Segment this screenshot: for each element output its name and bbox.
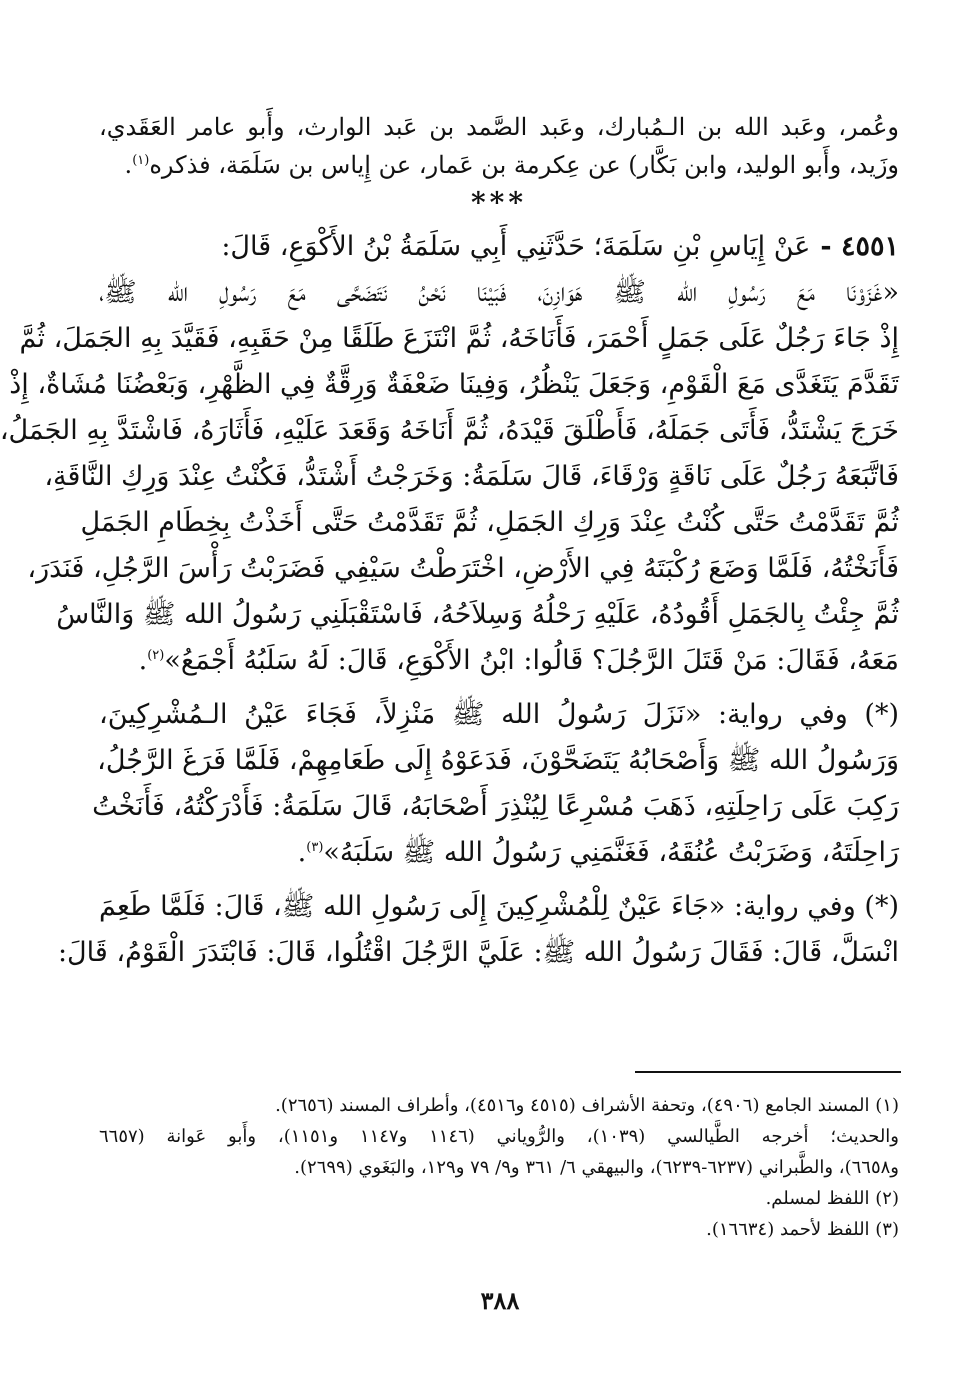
hadith-line: خَرَجَ يَشْتَدُّ، فَأَتَى جَمَلَهُ، فَأَطْلَقَ قَيْدَهُ، ثُمَّ أَنَاخَهُ وَقَعَدَ عَلَيْهِ، فَأَثَارَهُ، فَاشْتَدَّ بِهِ الجَمَلُ، [0,415,899,446]
footnote-2: (٢) اللفظ لمسلم. [765,1188,899,1209]
hadith-line: فَأَنَخْتُهُ، فَلَمَّا وَضَعَ رُكْبَتَهُ فِي الأَرْضِ، اخْتَرَطْتُ سَيْفِي فَضَرَبْتُ رَأْسَ الرَّجُلِ، فَنَدَرَ، [27,553,899,584]
intro-line-text: وزَيد، وأَبو الوليد، وابن بَكَّار) عن عِكرمة بن عَمار، عن إِياس بن سَلَمَة، فذكره [149,151,899,179]
hadith-line: تَقَدَّمَ يَتَغَدَّى مَعَ الْقَوْمِ، وَجَعَلَ يَنْظُرُ، وَفِينَا ضَعْفَةٌ وَرِقَّةٌ فِي الظَّهْرِ، وَبَعْضُنَا مُشَاةٌ، إِذْ [9,369,899,400]
riwaya-line [99,830,899,876]
footnotes [99,1090,899,1245]
footnote-1-line: والحديث؛ أخرجه الطَّيالسي (١٠٣٩)، والرُّوياني (١١٤٦ و١١٤٧ و١١٥١)، وأَبو عَوانة (٦٦٥٧ [99,1126,900,1147]
hadith-section [0,224,899,976]
footnote-1-line: و٦٦٥٨)، والطَّبراني (٦٢٣٧-٦٢٣٩)، والبيهقي ٦/ ٣٦١ و٩/ ٧٩ و١٢٩، والبَغَوي (٢٦٩٩). [294,1157,899,1178]
footnote-ref: (٢) [147,648,165,663]
section-divider-stars: *** [471,186,527,219]
hadith-number: ٤٥٥١ - [820,231,899,262]
hadith-line: إِذْ جَاءَ رَجُلٌ عَلَى جَمَلٍ أَحْمَرَ، فَأَنَاخَهُ، ثُمَّ انْتَزَعَ طَلَقًا مِنْ حَقَبِهِ، فَقَيَّدَ بِهِ الجَمَلَ، ثُمَّ [19,323,899,354]
hadith-line [99,638,899,684]
hadith-heading [99,224,899,270]
page-body [0,108,899,976]
footnote-ref: (١) [132,153,150,168]
riwaya-line: (*) وفي رواية: «جَاءَ عَيْنٌ لِلْمُشْرِكِينَ إِلَى رَسُولِ الله ﷺ، قَالَ: فَلَمَّا طَعِمَ [99,891,899,922]
hadith-line: «غَزَوْنَا مَعَ رَسُولِ الله ﷺ هَوَازِنَ، فَبَيْنَا نَحْنُ نَتَضَحَّى مَعَ رَسُولِ الله ﷺ، [99,277,899,308]
period: . [138,645,148,676]
riwaya-last-text: رَاحِلَتَهُ، وَضَرَبْتُ عُنُقَهُ، فَغَنَّمَنِي رَسُولُ الله ﷺ سَلَبَهُ» [323,837,899,868]
hadith-last-text: مَعَهُ، فَقَالَ: مَنْ قَتَلَ الرَّجُلَ؟ قَالُوا: ابْنُ الأَكْوَعِ، قَالَ: لَهُ سَلَبُهُ أَجْمَعُ» [164,645,899,676]
footnote-separator [635,1071,901,1073]
intro-line [99,146,899,184]
page-number: ٣٨٨ [480,1286,520,1315]
intro-line: وعُمر، وعَبد الله بن الـمُبارك، وعَبد الصَّمد بن عَبد الوارث، وأَبو عامر العَقَدي، [99,113,899,141]
footnote-3: (٣) اللفظ لأحمد (١٦٦٣٤). [706,1219,899,1240]
period: . [297,837,307,868]
riwaya-line: وَرَسُولُ الله ﷺ وَأَصْحَابُهُ يَتَضَحَّوْنَ، فَدَعَوْهُ إِلَى طَعَامِهِمْ، فَلَمَّا فَرَغَ الرَّجُلُ، [97,745,899,776]
riwaya-line: (*) وفي رواية: «نَزَلَ رَسُولُ الله ﷺ مَنْزِلاً، فَجَاءَ عَيْنُ الـمُشْرِكِينَ، [99,699,899,730]
period: . [124,151,133,179]
footnote-ref: (٣) [306,840,324,855]
riwaya-line: رَكِبَ عَلَى رَاحِلَتِهِ، ذَهَبَ مُسْرِعًا لِيُنْذِرَ أَصْحَابَهُ، قَالَ سَلَمَةُ: فَأَدْرَكْتُهُ، فَأَنَخْتُ [92,791,899,822]
hadith-line: ثُمَّ تَقَدَّمْتُ حَتَّى كُنْتُ عِنْدَ وَرِكِ الجَمَلِ، ثُمَّ تَقَدَّمْتُ حَتَّى أَخَذْتُ بِخِطَامِ الجَمَلِ [80,507,899,538]
footnote-1-line: (١) المسند الجامع (٤٩٠٦)، وتحفة الأشراف (٤٥١٥ و٤٥١٦)، وأطراف المسند (٢٦٥٦). [275,1095,899,1116]
hadith-line: فَاتَّبَعَهُ رَجُلٌ عَلَى نَاقَةٍ وَرْقَاءَ، قَالَ سَلَمَةُ: وَخَرَجْتُ أَشْتَدُّ، فَكُنْتُ عِنْدَ وَرِكِ النَّاقَةِ، [44,461,899,492]
intro-paragraph [99,108,899,184]
hadith-line: ثُمَّ جِئْتُ بِالجَمَلِ أَقُودُهُ، عَلَيْهِ رَحْلُهُ وَسِلاَحُهُ، فَاسْتَقْبَلَنِي رَسُولُ الله ﷺ وَالنَّاسُ [56,599,899,630]
riwaya-line: انْسَلَّ، قَالَ: فَقَالَ رَسُولُ الله ﷺ: عَلَيَّ الرَّجُلَ اقْتُلُوا، قَالَ: فَابْتَدَرَ الْقَوْمُ، قَالَ: [57,937,899,968]
spacer [99,876,899,884]
hadith-isnad: عَنْ إِيَاسِ بْنِ سَلَمَةَ؛ حَدَّثَنِي أَبِي سَلَمَةُ بْنُ الأَكْوَعِ، قَالَ: [221,231,811,262]
spacer [99,684,899,692]
